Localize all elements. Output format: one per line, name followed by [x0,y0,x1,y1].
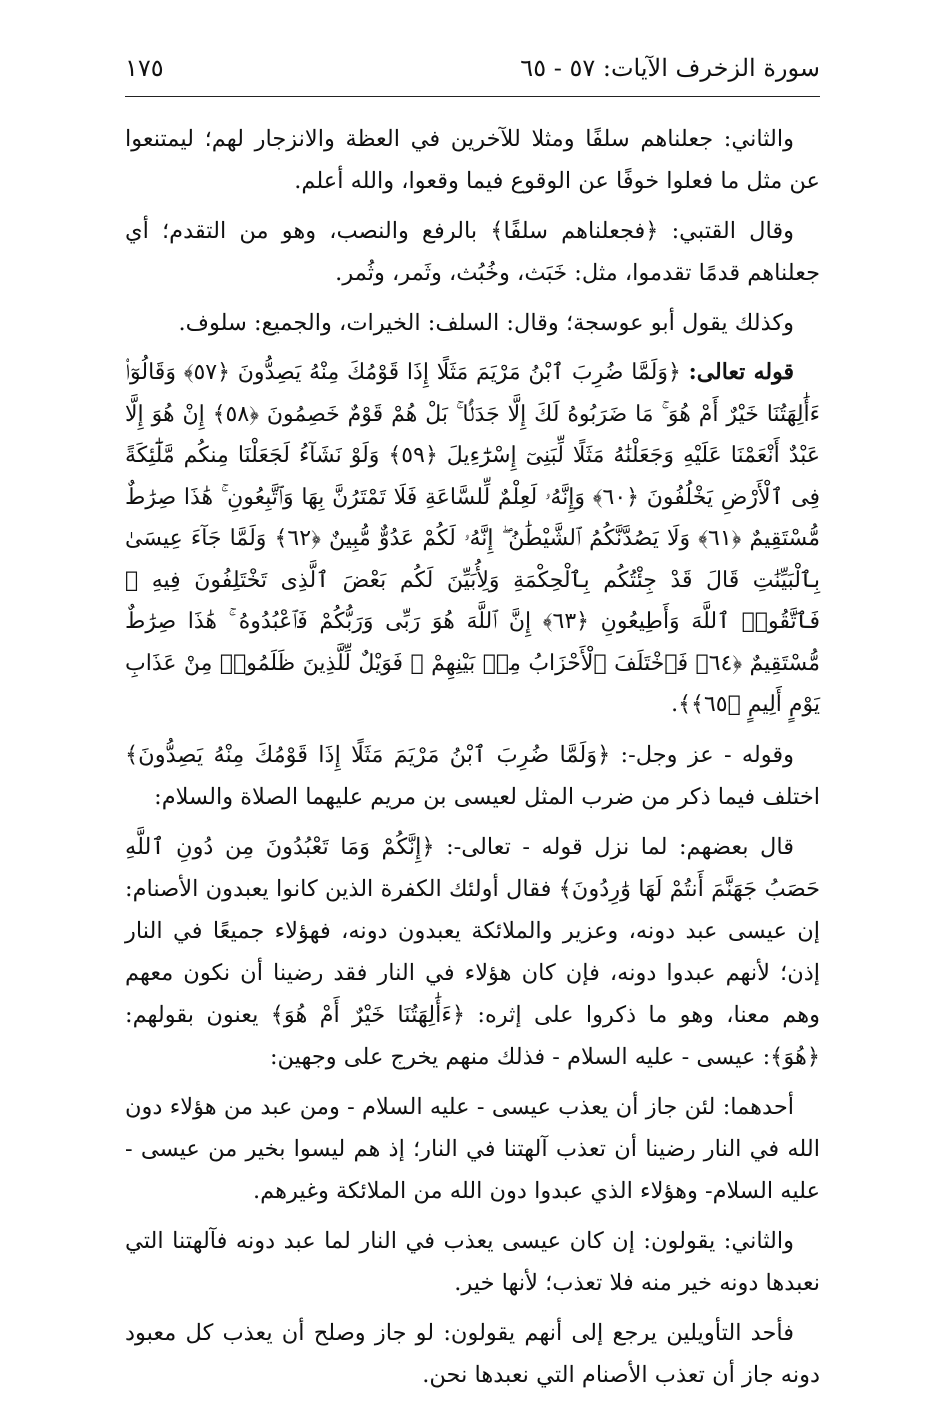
paragraph-2: وقال القتبي: ﴿فجعلناهم سلفًا﴾ بالرفع والنصب، وهو من التقدم؛ أي جعلناهم قدمًا تقدموا، مثل: خَبَث، وخُبُث، وثَمر، وثُمر. [125,218,820,286]
page-number: ١٧٥ [125,54,164,82]
paragraph-8: فأحد التأويلين يرجع إلى أنهم يقولون: لو جاز وصلح أن يعذب كل معبود دونه جاز أن تعذب الأصنام التي نعبدها نحن. [125,1319,820,1388]
running-title: سورة الزخرف الآيات: ٥٧ - ٦٥ [520,54,820,82]
paragraph-3: وكذلك يقول أبو عوسجة؛ وقال: السلف: الخيرات، والجميع: سلوف. [178,310,794,336]
page-body [125,118,820,1404]
verse-block [125,352,820,726]
paragraph-4: وقوله - عز وجل-: ﴿وَلَمَّا ضُرِبَ ٱبْنُ مَرْيَمَ مَثَلًا إِذَا قَوْمُكَ مِنْهُ يَصِدُّونَ﴾ اختلف فيما ذكر من ضرب المثل لعيسى بن مريم عليهما الصلاة والسلام: [125,741,820,810]
verse-text: ﴿وَلَمَّا ضُرِبَ ٱبْنُ مَرْيَمَ مَثَلًا إِذَا قَوْمُكَ مِنْهُ يَصِدُّونَ ﴿٥٧﴾ وَقَالُوٓا۟ ءَأَٰلِهَتُنَا خَيْرٌ أَمْ هُوَ ۚ مَا ضَرَبُوهُ لَكَ إِلَّا جَدَلًۢا ۚ بَلْ هُمْ قَوْمٌ خَصِمُونَ ﴿٥٨﴾ إِنْ هُوَ إِلَّا عَبْدٌ أَنْعَمْنَا عَلَيْهِ وَجَعَلْنَٰهُ مَثَلًا لِّبَنِىٓ إِسْرَٰٓءِيلَ ﴿٥٩﴾ وَلَوْ نَشَآءُ لَجَعَلْنَا مِنكُم مَّلَٰٓئِكَةً فِى ٱلْأَرْضِ يَخْلُفُونَ ﴿٦٠﴾ وَإِنَّهُۥ لَعِلْمٌ لِّلسَّاعَةِ فَلَا تَمْتَرُنَّ بِهَا وَٱتَّبِعُونِ ۚ هَٰذَا صِرَٰطٌ مُّسْتَقِيمٌ ﴿٦١﴾ وَلَا يَصُدَّنَّكُمُ ٱلشَّيْطَٰنُ ۖ إِنَّهُۥ لَكُمْ عَدُوٌّ مُّبِينٌ ﴿٦٢﴾ وَلَمَّا جَآءَ عِيسَىٰ بِٱلْبَيِّنَٰتِ قَالَ قَدْ جِئْتُكُم بِٱلْحِكْمَةِ وَلِأُبَيِّنَ لَكُم بَعْضَ ٱلَّذِى تَخْتَلِفُونَ فِيهِ ۖ فَٱتَّقُوا۟ ٱللَّهَ وَأَطِيعُونِ ﴿٦٣﴾ إِنَّ ٱللَّهَ هُوَ رَبِّى وَرَبُّكُمْ فَٱعْبُدُوهُ ۚ هَٰذَا صِرَٰطٌ مُّسْتَقِيمٌ ﴿٦٤﴾ فَٱخْتَلَفَ ٱلْأَحْزَابُ مِنۢ بَيْنِهِمْ ۖ فَوَيْلٌ لِّلَّذِينَ ظَلَمُوا۟ مِنْ عَذَابِ يَوْمٍ أَلِيمٍ ﴿٦٥﴾﴾. [125,360,821,717]
paragraph-1: والثاني: جعلناهم سلفًا ومثلا للآخرين في العظة والانزجار لهم؛ ليمتنعوا عن مثل ما فعلوا خوفًا عن الوقوع فيما وقعوا، والله أعلم. [125,126,820,194]
paragraph-6: أحدهما: لئن جاز أن يعذب عيسى - عليه السلام - ومن عبد من هؤلاء دون الله في النار رضينا أن تعذب آلهتنا في النار؛ إذ هم ليسوا بخير من عيسى - عليه السلام- وهؤلاء الذي عبدوا دون الله من الملائكة وغيرهم. [125,1093,820,1204]
page-header [125,52,820,97]
paragraph-5: قال بعضهم: لما نزل قوله - تعالى-: ﴿إِنَّكُمْ وَمَا تَعْبُدُونَ مِن دُونِ ٱللَّهِ حَصَبُ جَهَنَّمَ أَنتُمْ لَهَا وَٰرِدُونَ﴾ فقال أولئك الكفرة الذين كانوا يعبدون الأصنام: إن عيسى عبد دونه، وعزير والملائكة يعبدون دونه، فهؤلاء جميعًا في النار إذن؛ لأنهم عبدوا دونه، فإن كان هؤلاء في النار فقد رضينا أن نكون معهم وهم معنا، وهو ما ذكروا على إثره: ﴿ءَأَٰلِهَتُنَا خَيْرٌ أَمْ هُوَ﴾ يعنون بقولهم: ﴿هُوَ﴾: عيسى - عليه السلام - فذلك منهم يخرج على وجهين: [125,833,820,1070]
verse-lead: قوله تعالى: [688,359,794,385]
paragraph-7: والثاني: يقولون: إن كان عيسى يعذب في النار لما عبد دونه فآلهتنا التي نعبدها دونه خير منه فلا تعذب؛ لأنها خير. [125,1227,820,1296]
